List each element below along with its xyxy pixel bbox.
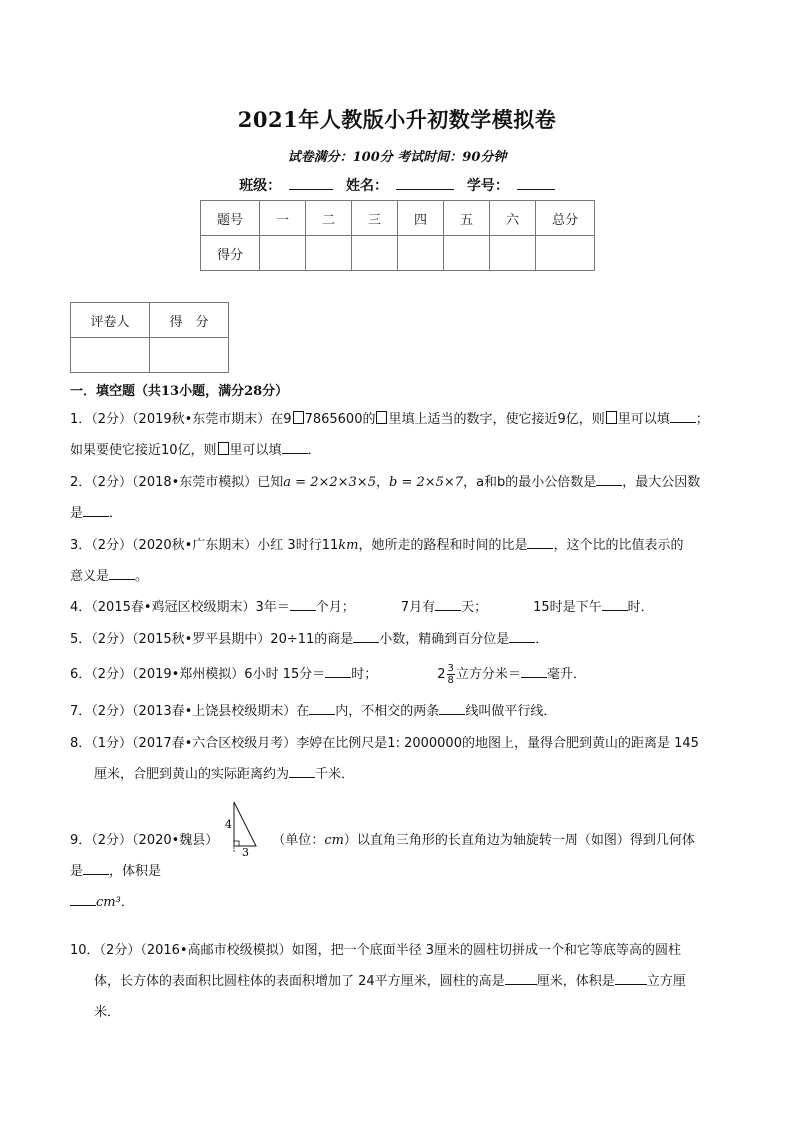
score-cell[interactable]	[444, 236, 490, 271]
answer-blank[interactable]	[353, 627, 379, 643]
box-icon	[218, 442, 229, 455]
vertical-side-label: 4	[225, 818, 233, 831]
score-header-cell: 六	[490, 201, 536, 236]
student-info-line	[0, 175, 794, 195]
answer-blank[interactable]	[290, 595, 316, 611]
score-header-cell: 二	[306, 201, 352, 236]
exam-info: 试卷满分：100分 考试时间：90分钟	[287, 150, 507, 165]
score-cell[interactable]	[260, 236, 306, 271]
answer-blank[interactable]	[70, 890, 96, 906]
question-2: 2．（2分）（2018•东莞市模拟）已知a = 2×2×3×5，b = 2×5×7，a和b的最小公倍数是 ，最大公因数 是 ．	[70, 467, 730, 529]
answer-blank[interactable]	[83, 501, 109, 517]
box-icon	[376, 411, 387, 424]
grader-score-cell[interactable]	[150, 338, 229, 373]
grader-cell[interactable]	[71, 338, 150, 373]
class-label: 班级：	[239, 178, 282, 194]
score-header-cell: 总分	[536, 201, 595, 236]
question-9: 9．（2分）（2020•魏县） 4 3 （单位：cm）以直角三角形的长直角边为轴旋转一周（如图）得到几何体 是 ，体积是 cm³．	[70, 798, 730, 918]
score-cell[interactable]	[490, 236, 536, 271]
answer-blank[interactable]	[439, 699, 465, 715]
page-title: 2021年人教版小升初数学模拟卷	[237, 107, 557, 132]
answer-blank[interactable]	[509, 627, 535, 643]
question-4: 4．（2015春•鸡冠区校级期末）3年＝ 个月； 7月有 天； 15时是下午 时．	[70, 592, 730, 623]
answer-blank[interactable]	[602, 595, 628, 611]
score-header-cell: 四	[398, 201, 444, 236]
answer-blank[interactable]	[615, 969, 647, 985]
score-header-cell: 三	[352, 201, 398, 236]
id-label: 学号：	[466, 178, 509, 194]
answer-blank[interactable]	[309, 699, 335, 715]
box-icon	[606, 411, 617, 424]
answer-blank[interactable]	[505, 969, 537, 985]
question-7: 7．（2分）（2013春•上饶县校级期末）在 内，不相交的两条 线叫做平行线．	[70, 696, 730, 727]
score-table-score-row	[201, 236, 595, 271]
answer-blank[interactable]	[670, 407, 696, 423]
grader-table	[70, 302, 229, 373]
question-1: 1．（2分）（2019秋•东莞市期末）在9 7865600的 里填上适当的数字，使它接近9亿，则 里可以填 ； 如果要使它接近10亿，则 里可以填 ．	[70, 404, 730, 466]
question-8: 8．（1分）（2017春•六合区校级月考）李婷在比例尺是1: 2000000的地图上，量得合肥到黄山的距离是 145 厘米，合肥到黄山的实际距离约为 千米．	[70, 736, 699, 782]
score-header-cell: 五	[444, 201, 490, 236]
answer-blank[interactable]	[527, 533, 553, 549]
score-header-cell: 题号	[201, 201, 260, 236]
answer-blank[interactable]	[83, 859, 109, 875]
score-table	[200, 200, 595, 271]
score-cell[interactable]	[398, 236, 444, 271]
score-row-label: 得分	[201, 236, 260, 271]
grader-label: 评卷人	[71, 303, 150, 338]
right-triangle-figure	[224, 798, 268, 856]
score-header-cell: 一	[260, 201, 306, 236]
score-cell[interactable]	[536, 236, 595, 271]
mixed-number-whole: 2	[437, 667, 446, 682]
horizontal-side-label: 3	[242, 846, 250, 856]
question-10: 10．（2分）（2016•高邮市校级模拟）如图，把一个底面半径 3厘米的圆柱切拼成一个和它等底等高的圆柱 体，长方体的表面积比圆柱体的表面积增加了 24平方厘米，圆柱的高是 厘米，体积是 立方厘 米．	[70, 943, 686, 1020]
class-field[interactable]	[289, 175, 333, 190]
answer-blank[interactable]	[282, 438, 308, 454]
answer-blank[interactable]	[109, 564, 135, 580]
id-field[interactable]	[517, 175, 555, 190]
answer-blank[interactable]	[289, 762, 315, 778]
answer-blank[interactable]	[521, 662, 547, 678]
box-icon	[293, 411, 304, 424]
fraction: $\frac{3}{8}$	[447, 663, 454, 686]
question-6: 6．（2分）（2019•郑州模拟）6小时 15分＝ 时； 2 $\frac{3}{8}$ 立方分米＝ 毫升．	[70, 663, 586, 686]
question-5: 5．（2分）（2015秋•罗平县期中）20÷11的商是 小数，精确到百分位是 ．	[70, 624, 730, 655]
score-table-header-row	[201, 201, 595, 236]
name-field[interactable]	[396, 175, 454, 190]
question-3: 3．（2分）（2020秋•广东期末）小红 3时行11km，她所走的路程和时间的比是 ，这个比的比值表示的 意义是 。	[70, 530, 730, 592]
name-label: 姓名：	[346, 178, 388, 194]
answer-blank[interactable]	[325, 662, 351, 678]
section-heading: 一．填空题（共13小题，满分28分）	[70, 384, 289, 399]
answer-blank[interactable]	[596, 470, 622, 486]
score-cell[interactable]	[352, 236, 398, 271]
answer-blank[interactable]	[435, 595, 461, 611]
score-cell[interactable]	[306, 236, 352, 271]
triangle-icon	[224, 798, 268, 856]
grader-score-label: 得 分	[150, 303, 229, 338]
